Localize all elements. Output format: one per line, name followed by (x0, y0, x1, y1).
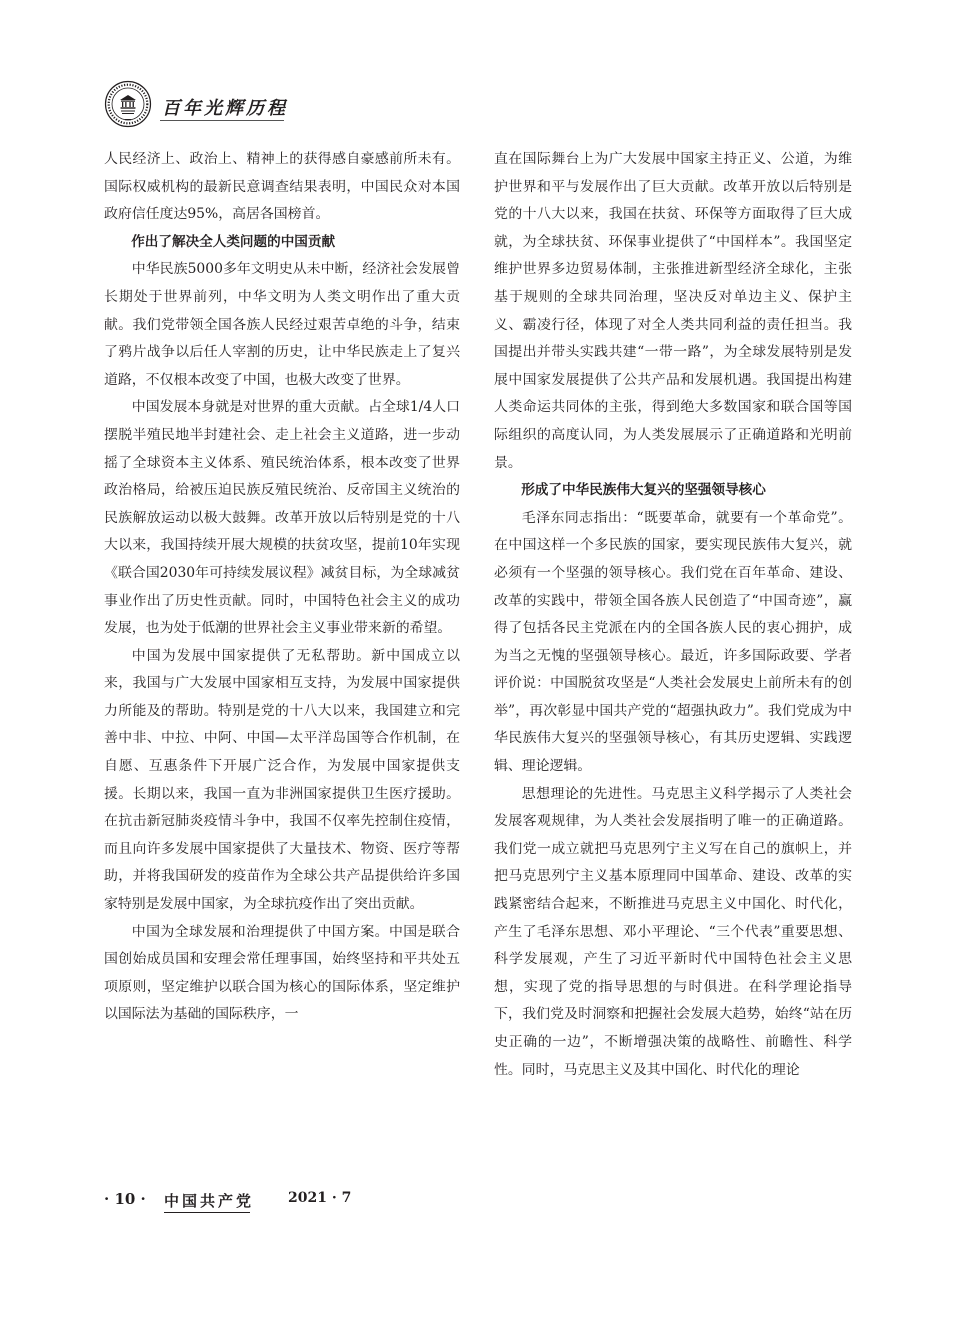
title-underline (160, 120, 284, 121)
body-paragraph: 中国为发展中国家提供了无私帮助。新中国成立以来，我国与广大发展中国家相互支持，为发展中国家提供力所能及的帮助。特别是党的十八大以来，我国建立和完善中非、中拉、中阿、中国—太平洋岛国等合作机制，在自愿、互惠条件下开展广泛合作，为发展中国家提供支援。长期以来，我国一直为非洲国家提供卫生医疗援助。在抗击新冠肺炎疫情斗争中，我国不仅率先控制住疫情，而且向许多发展中国家提供了大量技术、物资、医疗等帮助，并将我国研发的疫苗作为全球公共产品提供给许多国家特别是发展中国家，为全球抗疫作出了突出贡献。 (104, 647, 460, 913)
left-column (104, 146, 460, 1029)
body-paragraph: 中华民族5000多年文明史从未中断，经济社会发展曾长期处于世界前列，中华文明为人类文明作出了重大贡献。我们党带领全国各族人民经过艰苦卓绝的斗争，结束了鸦片战争以后任人宰割的历史，让中华民族走上了复兴道路，不仅根本改变了中国，也极大改变了世界。 (104, 261, 460, 388)
page-header (104, 80, 404, 128)
body-paragraph: 中国为全球发展和治理提供了中国方案。中国是联合国创始成员国和安理会常任理事国，始终坚持和平共处五项原则，坚定维护以联合国为核心的国际体系，坚定维护以国际法为基础的国际秩序，一 (104, 923, 460, 1023)
page-number: · 10 · (104, 1190, 146, 1208)
section-heading: 形成了中华民族伟大复兴的坚强领导核心 (521, 482, 766, 499)
right-column (494, 146, 852, 1084)
body-paragraph: 直在国际舞台上为广大发展中国家主持正义、公道，为维护世界和平与发展作出了巨大贡献。改革开放以后特别是党的十八大以来，我国在扶贫、环保等方面取得了巨大成就，为全球扶贫、环保事业提供了“中国样本”。我国坚定维护世界多边贸易体制，主张推进新型经济全球化，主张基于规则的全球共同治理，坚决反对单边主义、保护主义、霸凌行径，体现了对全人类共同利益的责任担当。我国提出并带头实践共建“一带一路”，为全球发展特别是发展中国家发展提供了公共产品和发展机遇。我国提出构建人类命运共同体的主张，得到绝大多数国家和联合国等国际组织的高度认同，为人类发展展示了正确道路和光明前景。 (494, 151, 852, 471)
issue-number: 2021 · 7 (288, 1190, 352, 1206)
body-paragraph: 人民经济上、政治上、精神上的获得感自豪感前所未有。国际权威机构的最新民意调查结果表明，中国民众对本国政府信任度达95%，高居各国榜首。 (104, 151, 460, 223)
university-seal-icon (104, 80, 152, 128)
body-paragraph: 中国发展本身就是对世界的重大贡献。占全球1/4人口摆脱半殖民地半封建社会、走上社会主义道路，进一步动摇了全球资本主义体系、殖民统治体系，根本改变了世界政治格局，给被压迫民族反殖民统治、反帝国主义统治的民族解放运动以极大鼓舞。改革开放以后特别是党的十八大以来，我国持续开展大规模的扶贫攻坚，提前10年实现《联合国2030年可持续发展议程》减贫目标，为全球减贫事业作出了历史性贡献。同时，中国特色社会主义的成功发展，也为处于低潮的世界社会主义事业带来新的希望。 (104, 399, 460, 637)
running-title: 百年光辉历程 (162, 98, 288, 119)
magazine-name: 中国共产党 (164, 1192, 255, 1210)
body-paragraph: 毛泽东同志指出：“既要革命，就要有一个革命党”。在中国这样一个多民族的国家，要实现民族伟大复兴，就必须有一个坚强的领导核心。我们党在百年革命、建设、改革的实践中，带领全国各族人民创造了“中国奇迹”，赢得了包括各民主党派在内的全国各族人民的衷心拥护，成为当之无愧的坚强领导核心。最近，许多国际政要、学者评价说：中国脱贫攻坚是“人类社会发展史上前所未有的创举”，再次彰显中国共产党的“超强执政力”。我们党成为中华民族伟大复兴的坚强领导核心，有其历史逻辑、实践逻辑、理论逻辑。 (494, 509, 852, 775)
section-heading: 作出了解决全人类问题的中国贡献 (131, 233, 336, 250)
magazine-underline (164, 1212, 250, 1213)
body-paragraph: 思想理论的先进性。马克思主义科学揭示了人类社会发展客观规律，为人类社会发展指明了唯一的正确道路。我们党一成立就把马克思列宁主义写在自己的旗帜上，并把马克思列宁主义基本原理同中国革命、建设、改革的实践紧密结合起来，不断推进马克思主义中国化、时代化，产生了毛泽东思想、邓小平理论、“三个代表”重要思想、科学发展观，产生了习近平新时代中国特色社会主义思想，实现了党的指导思想的与时俱进。在科学理论指导下，我们党及时洞察和把握社会发展大趋势，始终“站在历史正确的一边”，不断增强决策的战略性、前瞻性、科学性。同时，马克思主义及其中国化、时代化的理论 (494, 785, 852, 1078)
